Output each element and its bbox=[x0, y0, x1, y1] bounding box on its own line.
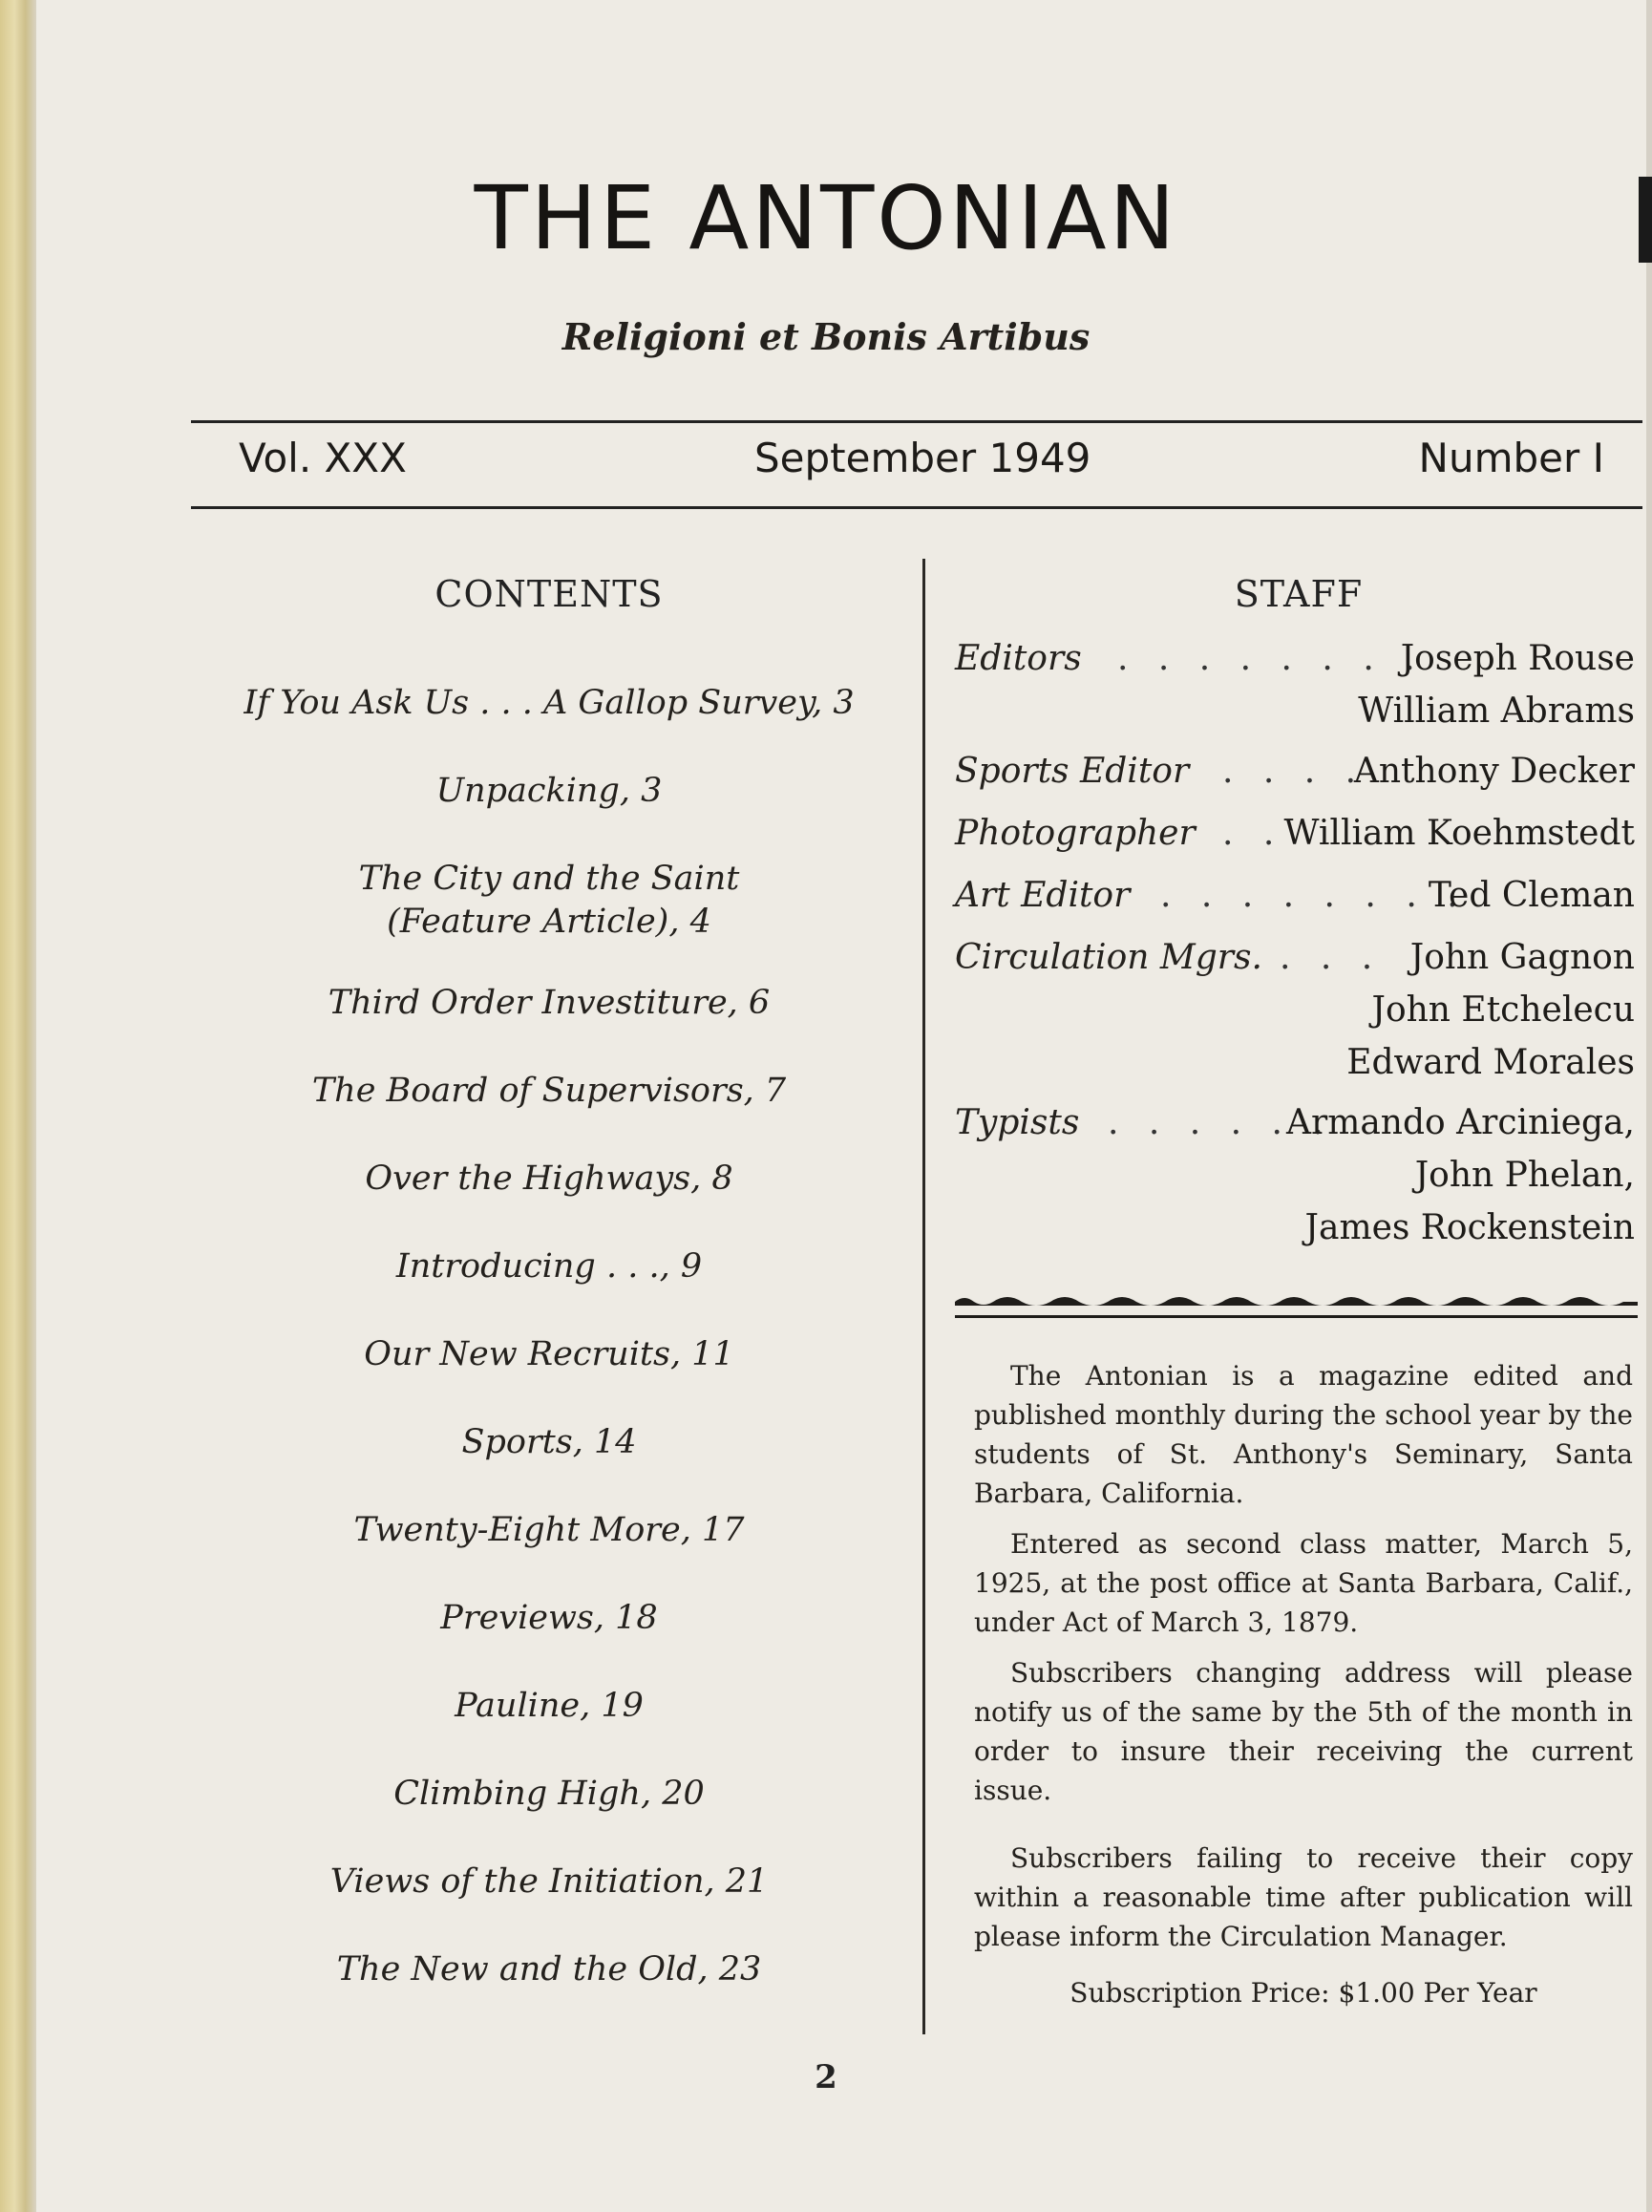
staff-leader-dots: . . . . . . . . bbox=[1117, 639, 1425, 678]
staff-name: Ted Cleman bbox=[1428, 876, 1635, 915]
staff-name: John Phelan, bbox=[1414, 1156, 1635, 1195]
staff-heading: STAFF bbox=[1234, 573, 1364, 615]
page-number: 2 bbox=[815, 2058, 837, 2096]
staff-leader-dots: . . bbox=[1222, 814, 1284, 853]
staff-leader-dots: . . . . bbox=[1222, 752, 1366, 791]
staff-row bbox=[955, 639, 1642, 691]
issue-line bbox=[239, 435, 1604, 492]
staff-name: Armando Arciniega, bbox=[1286, 1103, 1635, 1142]
staff-name: William Koehmstedt bbox=[1283, 814, 1635, 853]
staff-leader-dots: . . . . . . bbox=[1108, 1103, 1333, 1142]
staff-row bbox=[955, 1208, 1642, 1261]
toc-item: Over the Highways, 8 bbox=[365, 1159, 733, 1198]
staff-name: Joseph Rouse bbox=[1400, 639, 1635, 678]
issue-volume: Vol. XXX bbox=[239, 435, 407, 481]
toc-item: If You Ask Us . . . A Gallop Survey, 3 bbox=[244, 684, 855, 722]
toc-item: Third Order Investiture, 6 bbox=[328, 984, 771, 1022]
staff-row bbox=[955, 1043, 1642, 1095]
staff-leader-dots: . . . bbox=[1280, 938, 1383, 977]
staff-row bbox=[955, 814, 1642, 866]
staff-name: James Rockenstein bbox=[1304, 1208, 1635, 1247]
staff-section bbox=[955, 573, 1642, 1261]
toc-item: Introducing . . ., 9 bbox=[395, 1247, 703, 1286]
decorative-scalloped-rule bbox=[955, 1285, 1638, 1332]
staff-row bbox=[955, 876, 1642, 928]
staff-name: John Etchelecu bbox=[1371, 990, 1635, 1030]
toc-item: Our New Recruits, 11 bbox=[364, 1335, 734, 1373]
subscription-price: Subscription Price: $1.00 Per Year bbox=[1070, 1977, 1537, 2009]
notice-paragraph: Subscribers changing address will please notify us of the same by the 5th of the month in order to insure their receiving the current issue. bbox=[974, 1657, 1633, 1806]
staff-role: Photographer bbox=[955, 814, 1196, 853]
masthead-motto: Religioni et Bonis Artibus bbox=[561, 315, 1091, 358]
publication-notice bbox=[974, 1356, 1633, 2024]
column-divider bbox=[922, 559, 925, 2034]
contents-section bbox=[191, 573, 907, 2036]
staff-row bbox=[955, 1156, 1642, 1208]
toc-item: Sports, 14 bbox=[461, 1423, 637, 1461]
toc-item: Twenty-Eight More, 17 bbox=[353, 1511, 745, 1549]
toc-item: Unpacking, 3 bbox=[435, 772, 663, 810]
notice-paragraph: Entered as second class matter, March 5, 1925, at the post office at Santa Barbara, Calif., under Act of March 3, 1879. bbox=[974, 1528, 1633, 1638]
toc-item: Climbing High, 20 bbox=[393, 1775, 705, 1813]
staff-name: Anthony Decker bbox=[1353, 752, 1635, 791]
staff-row bbox=[955, 752, 1642, 804]
toc-item: Pauline, 19 bbox=[455, 1687, 644, 1725]
staff-row bbox=[955, 938, 1642, 990]
issue-date: September 1949 bbox=[754, 435, 1091, 481]
staff-name: Edward Morales bbox=[1346, 1043, 1635, 1082]
notice-paragraph: The Antonian is a magazine edited and published monthly during the school year by the students of St. Anthony's Seminary, Santa Barbara, California. bbox=[974, 1360, 1633, 1509]
toc-item: The City and the Saint (Feature Article), 4 bbox=[358, 860, 740, 941]
issue-rule-top bbox=[191, 420, 1642, 423]
staff-name: William Abrams bbox=[1358, 691, 1635, 731]
toc-item: The Board of Supervisors, 7 bbox=[311, 1072, 787, 1110]
staff-leader-dots: . . . . . . . . bbox=[1160, 876, 1468, 915]
toc-item: Views of the Initiation, 21 bbox=[329, 1862, 769, 1901]
issue-rule-bottom bbox=[191, 506, 1642, 509]
staff-name: John Gagnon bbox=[1409, 938, 1635, 977]
staff-role: Circulation Mgrs. bbox=[955, 938, 1262, 977]
staff-role: Typists bbox=[955, 1103, 1080, 1142]
issue-number: Number I bbox=[1418, 435, 1604, 481]
staff-row bbox=[955, 990, 1642, 1043]
contents-heading: CONTENTS bbox=[434, 573, 664, 615]
notice-paragraph: Subscribers failing to receive their copy within a reasonable time after publication will please inform the Circulation Manager. bbox=[974, 1842, 1633, 1952]
masthead-title: THE ANTONIAN bbox=[474, 167, 1178, 269]
staff-role: Editors bbox=[955, 639, 1082, 678]
staff-row bbox=[955, 691, 1642, 744]
toc-item: Previews, 18 bbox=[440, 1599, 658, 1637]
toc-item: The New and the Old, 23 bbox=[336, 1950, 762, 1989]
staff-role: Art Editor bbox=[955, 876, 1131, 915]
staff-role: Sports Editor bbox=[955, 752, 1190, 791]
staff-row bbox=[955, 1103, 1642, 1156]
